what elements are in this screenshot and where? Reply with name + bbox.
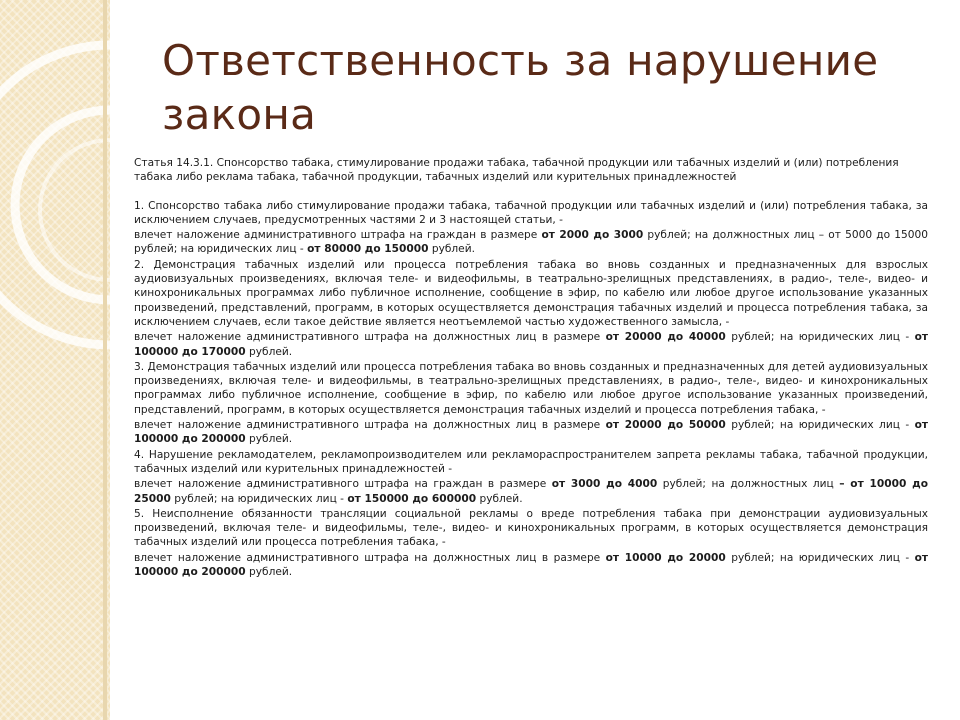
paragraph-1: 1. Спонсорство табака либо стимулирование продажи табака, табачной продукции или табачных изделий и (или) потребления табака, за исключением случаев, предусмотренных частями 2 и 3 настоящей статьи, - (134, 199, 928, 226)
penalty-5: влечет наложение административного штрафа на должностных лиц в размере от 10000 до 20000 рублей; на юридических лиц - от 100000 до 200000 рублей. (134, 551, 928, 579)
slide-body (134, 156, 928, 580)
penalty-3: влечет наложение административного штрафа на должностных лиц в размере от 20000 до 50000 рублей; на юридических лиц - от 100000 до 200000 рублей. (134, 419, 928, 446)
decorative-arcs (0, 0, 110, 720)
decorative-sidebar (0, 0, 110, 720)
penalty-1: влечет наложение административного штрафа на граждан в размере от 2000 до 3000 рублей; на должностных лиц – от 5000 до 15000 рублей; на юридических лиц - от 80000 до 150000 рублей. (134, 229, 928, 256)
penalty-2: влечет наложение административного штрафа на должностных лиц в размере от 20000 до 40000 рублей; на юридических лиц - от 100000 до 170000 рублей. (134, 331, 928, 358)
penalty-4: влечет наложение административного штрафа на граждан в размере от 3000 до 4000 рублей; на должностных лиц – от 10000 до 25000 рублей; на юридических лиц - от 150000 до 600000 рублей. (134, 478, 928, 505)
paragraph-3: 3. Демонстрация табачных изделий или процесса потребления табака во вновь созданных и предназначенных для детей аудиовизуальных произведениях, включая теле- и видеофильмы, в театрально-зрелищных представлениях, в радио-, теле-, видео- и кинохроникальных программах либо публичное исполнение, сообщение в эфир, по кабелю или любое другое использование указанных произведений, представлений, программ, в которых осуществляется демонстрация табачных изделий и процесса потребления табака, - (134, 360, 928, 416)
slide-title: Ответственность за нарушение закона (162, 36, 879, 139)
article-title: Статья 14.3.1. Спонсорство табака, стимулирование продажи табака, табачной продукции или табачных изделий и (или) потребления табака либо реклама табака, табачной продукции, табачных изделий или курительных принадлежностей (134, 157, 899, 184)
paragraph-5: 5. Неисполнение обязанности трансляции социальной рекламы о вреде потребления табака при демонстрации аудиовизуальных произведений, включая теле- и видеофильмы, теле-, видео- и кинохроникальных программ, в которых осуществляется демонстрация табачных изделий или процесса потребления табака, - (134, 507, 928, 549)
paragraph-4: 4. Нарушение рекламодателем, рекламопроизводителем или рекламораспространителем запрета рекламы табака, табачной продукции, табачных изделий или курительных принадлежностей - (134, 448, 928, 475)
sidebar-edge (103, 0, 107, 720)
paragraph-2: 2. Демонстрация табачных изделий или процесса потребления табака во вновь созданных и предназначенных для взрослых аудиовизуальных произведениях, включая теле- и видеофильмы, в театрально-зрелищных представлениях, в радио-, теле-, видео- и кинохроникальных программах либо публичное исполнение, сообщение в эфир, по кабелю или любое другое использование указанных произведений, представлений, программ, в которых осуществляется демонстрация табачных изделий и процесса потребления табака, за исключением случаев, если такое действие является неотъемлемой частью художественного замысла, - (134, 258, 928, 328)
